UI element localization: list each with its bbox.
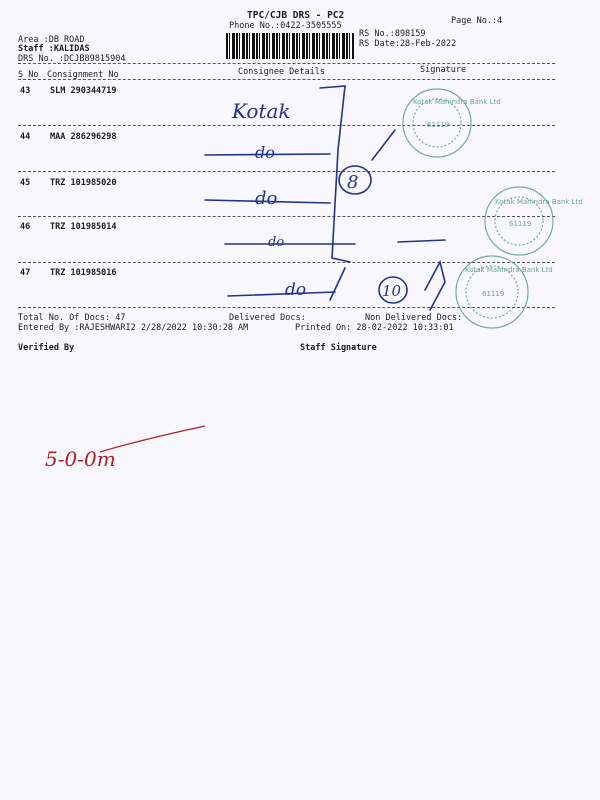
row-sno: 45	[20, 178, 31, 188]
page-number: Page No.:4	[451, 16, 503, 26]
stamp-code: 61119	[427, 121, 450, 129]
delivered-docs: Delivered Docs:	[229, 313, 306, 323]
col-sno: S No	[18, 70, 39, 80]
drs-number: DRS No. :DCJB89815904	[18, 54, 126, 64]
stamp-bank-text: Kotak Mahindra Bank Ltd	[495, 198, 583, 206]
rs-date: RS Date:28-Feb-2022	[359, 39, 457, 49]
bank-stamp	[403, 89, 553, 328]
row-sno: 43	[20, 86, 31, 96]
printed-on: Printed On: 28-02-2022 10:33:01	[295, 323, 454, 333]
stamp-bank-text: Kotak Mahindra Bank Ltd	[465, 266, 553, 274]
rs-number: RS No.:898159	[359, 29, 426, 39]
row-sno: 46	[20, 222, 31, 232]
row-consignment: TRZ 101985020	[50, 178, 117, 188]
area-label: Area :DB ROAD	[18, 35, 85, 45]
row-consignment: TRZ 101985016	[50, 268, 117, 278]
stamp-bank-text: Kotak Mahindra Bank Ltd	[413, 98, 501, 106]
stamp-code: 61119	[482, 290, 505, 298]
red-underline	[100, 426, 205, 452]
col-signature: Signature	[420, 65, 467, 75]
staff-label: Staff :KALIDAS	[18, 44, 90, 54]
row-consignment: TRZ 101985014	[50, 222, 117, 232]
row-consignment: MAA 286296298	[50, 132, 117, 142]
ditto-line	[228, 292, 335, 296]
row-sno: 47	[20, 268, 31, 278]
document-title: TPC/CJB DRS - PC2	[247, 10, 345, 21]
row-sno: 44	[20, 132, 31, 142]
stamp-code: 61119	[509, 220, 532, 228]
col-consignment: Consignment No	[47, 70, 119, 80]
stroke-line	[398, 240, 445, 242]
handwritten-ditto: do	[285, 280, 307, 300]
total-docs: Total No. Of Docs: 47	[18, 313, 126, 323]
handwritten-ditto: do	[255, 188, 278, 209]
signature-stroke	[425, 262, 445, 310]
bracket-line	[330, 268, 345, 300]
circled-number-b: 10	[382, 282, 402, 300]
phone-number: Phone No.:0422-3505555	[229, 21, 342, 31]
tick-mark	[372, 130, 395, 160]
verified-by: Verified By	[18, 343, 75, 353]
red-handwritten-note: 5-0-0m	[45, 447, 116, 471]
col-consignee: Consignee Details	[238, 67, 325, 77]
circled-number-a: 8	[347, 172, 359, 193]
entered-by: Entered By :RAJESHWARI2 2/28/2022 10:30:28 AM	[18, 323, 249, 333]
handwritten-ditto: do	[268, 235, 285, 250]
handwritten-ditto: do	[255, 143, 275, 162]
staff-signature-label: Staff Signature	[300, 343, 377, 353]
non-delivered-docs: Non Delivered Docs:	[365, 313, 463, 323]
handwritten-kotak: Kotak	[232, 99, 291, 123]
row-consignment: SLM 290344719	[50, 86, 117, 96]
bracket-line	[320, 86, 350, 262]
